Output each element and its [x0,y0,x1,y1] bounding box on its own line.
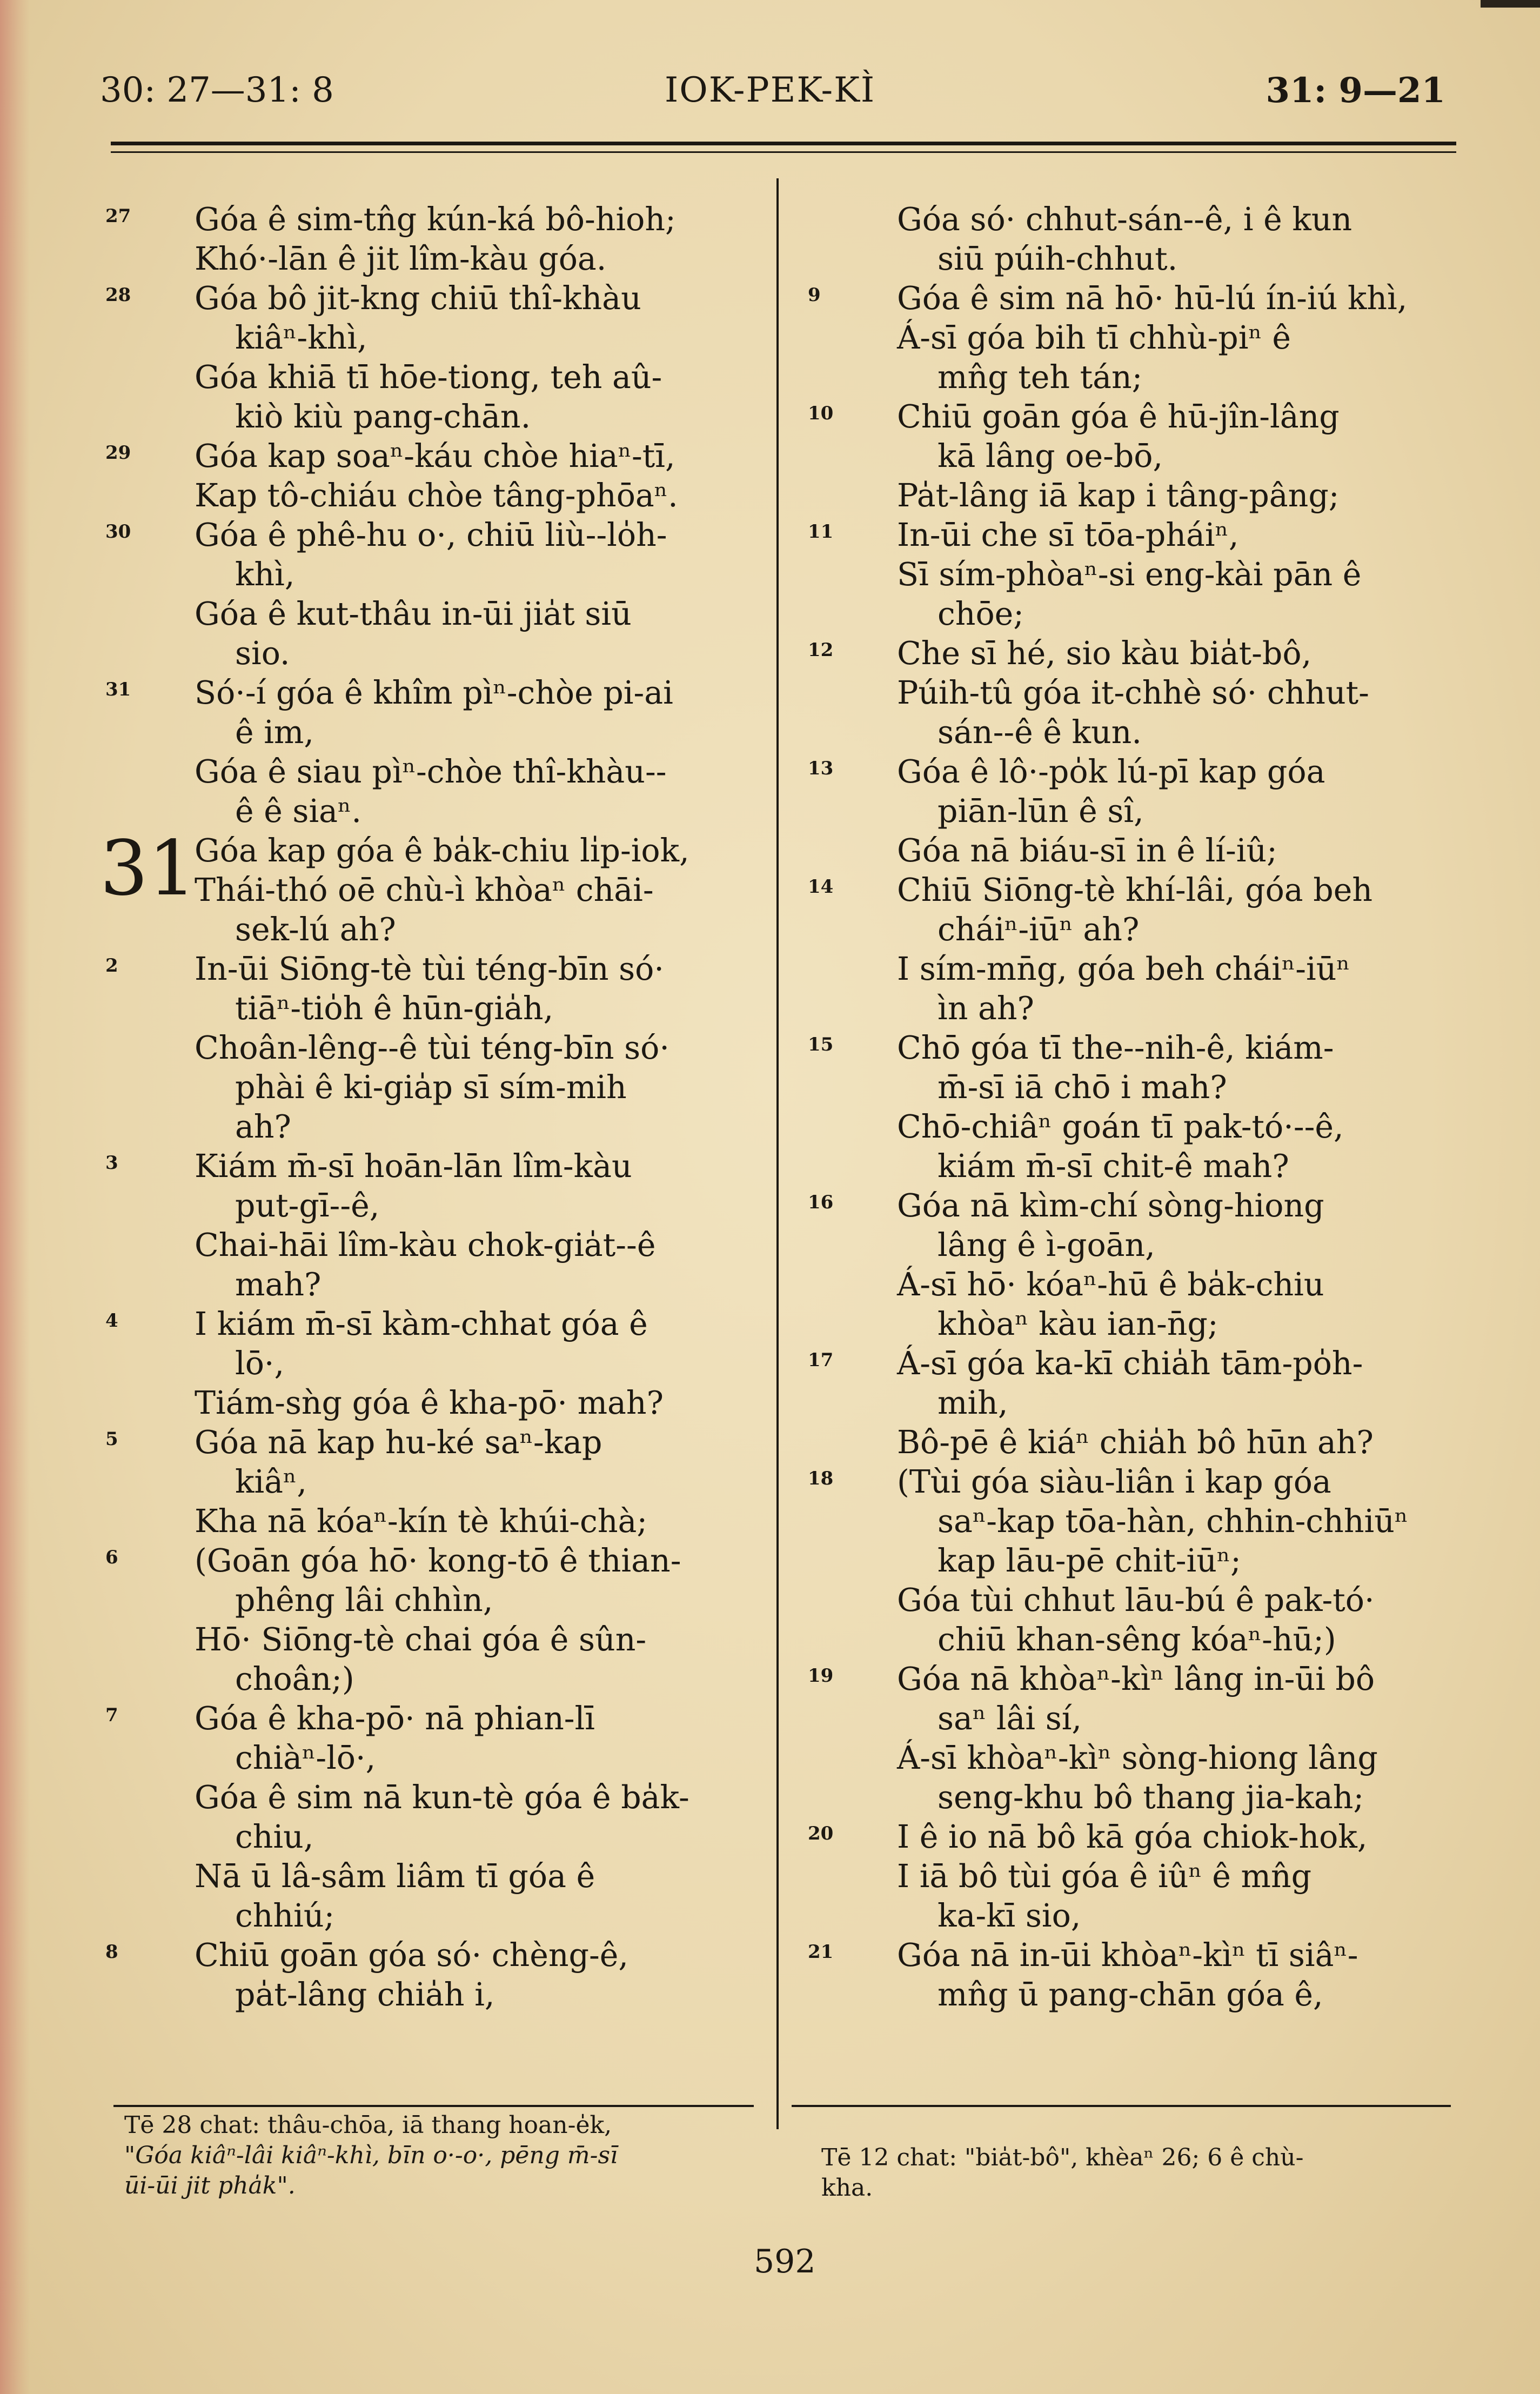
verse-number: 16 [808,1192,834,1213]
verse-text: Góa nā kìm-chí sòng-hiong [897,1187,1324,1224]
verse-text: ìn ah? [938,990,1034,1027]
verse-line [105,1186,762,1226]
verse-line [105,1107,762,1147]
header-rule-thick [111,142,1456,145]
verse-line [808,437,1464,476]
verse-line [105,594,762,634]
verse-text: Chō góa tī the--nih-ê, kiám- [897,1029,1334,1066]
verse-text: piān-lūn ê sî, [938,793,1144,830]
verse-line [105,1068,762,1107]
verse-line [105,1936,762,1975]
verse-line [105,1502,762,1541]
verse-line [808,989,1464,1028]
verse-line [808,239,1464,279]
verse-number: 11 [808,521,834,543]
verse-line [105,397,762,437]
page-edge-stain [0,0,30,2394]
verse-text: Choân-lêng--ê tùi téng-bīn só· [195,1029,669,1066]
verse-text: kiâⁿ-khì, [235,319,367,356]
verse-line [808,1817,1464,1857]
verse-text: ah? [235,1108,291,1145]
verse-line [105,1462,762,1502]
verse-text: (Goān góa hō· kong-tō ê thian- [195,1542,681,1579]
verse-line [808,1107,1464,1147]
verse-line [808,1896,1464,1936]
verse-line [808,318,1464,358]
verse-line [105,949,762,989]
verse-number: 2 [105,955,118,977]
verse-line [808,713,1464,752]
verse-line [808,1186,1464,1226]
verse-text: Nā ū lâ-sâm liâm tī góa ê [195,1858,595,1895]
verse-text: seng-khu bô thang jia-kah; [938,1779,1364,1816]
verse-text: chhiú; [235,1897,335,1934]
verse-text: kiám m̄-sī chit-ê mah? [938,1148,1289,1185]
verse-text: Á-sī hō· kóaⁿ-hū ê ba̍k-chiu [897,1266,1324,1303]
verse-number: 6 [105,1547,118,1568]
verse-line [808,1226,1464,1265]
verse-line [105,1738,762,1778]
verse-line [808,476,1464,516]
verse-line [105,910,762,949]
verse-line [808,1738,1464,1778]
verse-text: Chai-hāi lîm-kàu chok-gia̍t--ê [195,1227,656,1263]
verse-line [808,594,1464,634]
verse-line [105,1344,762,1383]
verse-text: mih, [938,1385,1008,1421]
verse-text: phài ê ki-gia̍p sī sím-mih [235,1069,627,1106]
verse-text: Góa bô jit-kng chiū thî-khàu [195,280,641,317]
verse-line [808,1462,1464,1502]
verse-text: Kiám m̄-sī hoān-lān lîm-kàu [195,1148,632,1185]
verse-line [105,989,762,1028]
verse-text: chiu, [235,1818,314,1855]
verse-line [105,1383,762,1423]
verse-text: cháiⁿ-iūⁿ ah? [938,911,1140,948]
verse-line [105,1265,762,1305]
verse-number: 31 [105,679,131,700]
footnote-left [124,2110,762,2201]
verse-line [808,949,1464,989]
verse-line [808,1068,1464,1107]
verse-line [808,871,1464,910]
verse-line [105,1581,762,1620]
verse-line [105,516,762,555]
verse-text: Bô-pē ê kiáⁿ chia̍h bô hūn ah? [897,1424,1374,1461]
corner-mark [1481,0,1540,8]
verse-number: 10 [808,403,834,424]
verse-line [105,1620,762,1660]
verse-text: Kha nā kóaⁿ-kín tè khúi-chà; [195,1503,648,1540]
verse-line [105,673,762,713]
verse-line [105,1699,762,1738]
verse-text: In-ūi che sī tōa-pháiⁿ, [897,517,1239,553]
verse-number: 15 [808,1034,834,1055]
verse-text: I kiám m̄-sī kàm-chhat góa ê [195,1306,648,1342]
verse-number: 21 [808,1941,834,1963]
verse-line [808,1423,1464,1462]
verse-text: Púih-tû góa it-chhè só· chhut- [897,674,1369,711]
verse-text: Sī sím-phòaⁿ-si eng-kài pān ê [897,556,1362,593]
verse-text: chōe; [938,596,1024,632]
verse-line [808,1699,1464,1738]
page-number: 592 [754,2243,816,2281]
verse-text: Góa khiā tī hōe-tiong, teh aû- [195,359,662,396]
verse-text: khòaⁿ kàu ian-n̄g; [938,1306,1218,1342]
verse-text: Góa tùi chhut lāu-bú ê pak-tó· [897,1582,1375,1619]
verse-line [808,1660,1464,1699]
verse-line [105,437,762,476]
verse-line [105,1423,762,1462]
verse-text: Góa ê kha-pō· nā phian-lī [195,1700,595,1737]
verse-text: ka-kī sio, [938,1897,1081,1934]
verse-line [105,476,762,516]
chapter-number: 31 [100,825,197,913]
verse-text: choân;) [235,1661,354,1697]
verse-text: mah? [235,1266,322,1303]
verse-line [808,1581,1464,1620]
verse-number: 12 [808,639,834,661]
left-text-column [100,200,762,2015]
verse-text: Góa kap soaⁿ-káu chòe hiaⁿ-tī, [195,438,675,474]
verse-text: tiāⁿ-tio̍h ê hūn-gia̍h, [235,990,554,1027]
verse-text: Tiám-sǹg góa ê kha-pō· mah? [195,1385,664,1421]
verse-line [808,1305,1464,1344]
verse-text: I iā bô tùi góa ê iûⁿ ê mn̂g [897,1858,1312,1895]
verse-line [808,358,1464,397]
header-rule-thin [111,151,1456,153]
verse-line [105,200,762,239]
verse-text: Só·-í góa ê khîm pìⁿ-chòe pi-ai [195,674,673,711]
verse-text: kā lâng oe-bō, [938,438,1163,474]
verse-line [808,200,1464,239]
verse-text: Góa nā biáu-sī in ê lí-iû; [897,832,1277,869]
verse-text: chiàⁿ-lō·, [235,1740,376,1776]
verse-line [105,1817,762,1857]
header-book-title: IOK-PEK-KÌ [665,70,876,110]
footnote-right-line: kha. [821,2174,873,2202]
verse-text: Góa nā khòaⁿ-kìⁿ lâng in-ūi bô [897,1661,1375,1697]
verse-text: In-ūi Siōng-tè tùi téng-bīn só· [195,951,664,987]
verse-line [808,1620,1464,1660]
footnote-left-line: ūi-ūi jit pha̍k". [124,2172,296,2199]
header-right-reference: 31: 9—21 [1266,70,1445,111]
verse-line [808,1778,1464,1817]
verse-line [808,1857,1464,1896]
verse-text: mn̂g teh tán; [938,359,1143,396]
right-text-column [808,200,1464,2015]
verse-line [105,1226,762,1265]
verse-text: Góa só· chhut-sán--ê, i ê kun [897,201,1352,238]
verse-text: put-gī--ê, [235,1187,380,1224]
verse-line [105,1896,762,1936]
verse-line [808,516,1464,555]
verse-text: saⁿ lâi sí, [938,1700,1082,1737]
verse-text: lō·, [235,1345,285,1382]
verse-line [808,752,1464,792]
footnote-left-line: "Góa kiâⁿ-lâi kiâⁿ-khì, bīn o·-o·, pēng m̄-sī [124,2142,618,2169]
verse-line [808,792,1464,831]
verse-line [105,318,762,358]
verse-line [105,1147,762,1186]
verse-text: sán--ê ê kun. [938,714,1142,751]
verse-line [105,752,762,792]
verse-line [105,1660,762,1699]
footnote-left-line: Tē 28 chat: thâu-chōa, iā thang hoan-e̍k, [124,2111,612,2139]
footnote-rule-right [792,2105,1451,2107]
verse-text: Chō-chiâⁿ goán tī pak-tó·--ê, [897,1108,1344,1145]
footnote-right-line: Tē 12 chat: "bia̍t-bô", khèaⁿ 26; 6 ê chù- [821,2144,1304,2171]
verse-text: kiò kiù pang-chān. [235,398,531,435]
verse-line [808,1265,1464,1305]
verse-line [808,1541,1464,1581]
verse-text: Góa kap góa ê ba̍k-chiu li̍p-iok, [195,832,689,869]
verse-number: 28 [105,284,131,306]
verse-number: 19 [808,1665,834,1687]
verse-text: (Tùi góa siàu-liân i kap góa [897,1463,1331,1500]
verse-line [808,397,1464,437]
verse-line [808,1383,1464,1423]
verse-line [105,358,762,397]
verse-line [105,1541,762,1581]
verse-text: Góa ê sim nā kun-tè góa ê ba̍k- [195,1779,689,1816]
verse-number: 17 [808,1349,834,1371]
verse-line [808,555,1464,594]
verse-text: pa̍t-lâng chia̍h i, [235,1976,495,2013]
column-divider [776,178,779,2129]
verse-line [105,1028,762,1068]
verse-line [105,634,762,673]
verse-line [105,239,762,279]
verse-line [808,1028,1464,1068]
verse-number: 14 [808,876,834,898]
verse-text: Pa̍t-lâng iā kap i tâng-pâng; [897,477,1340,514]
verse-number: 4 [105,1310,118,1332]
verse-number: 7 [105,1704,118,1726]
verse-text: sek-lú ah? [235,911,396,948]
verse-text: Kap tô-chiáu chòe tâng-phōaⁿ. [195,477,678,514]
verse-text: Á-sī góa bih tī chhù-piⁿ ê [897,319,1291,356]
header-left-reference: 30: 27—31: 8 [100,70,334,110]
verse-text: sio. [235,635,290,672]
verse-text: Khó·-lān ê jit lîm-kàu góa. [195,240,607,277]
verse-number: 30 [105,521,131,543]
verse-text: Góa ê lô·-po̍k lú-pī kap góa [897,753,1325,790]
verse-text: Góa ê kut-thâu in-ūi jia̍t siū [195,596,632,632]
verse-text: ê im, [235,714,314,751]
verse-text: I sím-mn̄g, góa beh cháiⁿ-iūⁿ [897,951,1350,987]
verse-line [808,1147,1464,1186]
verse-line [808,910,1464,949]
verse-number: 9 [808,284,821,306]
verse-number: 13 [808,758,834,779]
verse-line [808,1502,1464,1541]
verse-number: 8 [105,1941,118,1963]
verse-number: 27 [105,205,131,227]
verse-text: phêng lâi chhìn, [235,1582,493,1619]
verse-number: 20 [808,1823,834,1844]
verse-text: Chiū goān góa ê hū-jîn-lâng [897,398,1340,435]
verse-line [808,673,1464,713]
verse-text: Góa ê sim nā hō· hū-lú ín-iú khì, [897,280,1408,317]
verse-text: Á-sī khòaⁿ-kìⁿ sòng-hiong lâng [897,1740,1378,1776]
verse-line [808,831,1464,871]
verse-line [105,871,762,910]
verse-text: Thái-thó oē chù-ì khòaⁿ chāi- [195,872,654,908]
verse-text: I ê io nā bô kā góa chiok-hok, [897,1818,1368,1855]
verse-line [105,1975,762,2015]
verse-line [808,279,1464,318]
verse-text: Che sī hé, sio kàu bia̍t-bô, [897,635,1312,672]
footnote-rule-left [113,2105,754,2107]
verse-text: Chiū Siōng-tè khí-lâi, góa beh [897,872,1373,908]
verse-text: Góa ê sim-tn̂g kún-ká bô-hioh; [195,201,676,238]
verse-line [808,634,1464,673]
verse-text: khì, [235,556,295,593]
verse-text: saⁿ-kap tōa-hàn, chhin-chhiūⁿ [938,1503,1409,1540]
verse-text: Chiū goān góa só· chèng-ê, [195,1937,628,1974]
verse-text: Góa ê siau pìⁿ-chòe thî-khàu-- [195,753,667,790]
footnote-right [821,2143,1470,2203]
running-header [0,59,1540,124]
verse-text: siū púih-chhut. [938,240,1178,277]
verse-line [808,1975,1464,2015]
verse-text: Góa nā in-ūi khòaⁿ-kìⁿ tī siâⁿ- [897,1937,1358,1974]
verse-text: chiū khan-sêng kóaⁿ-hū;) [938,1621,1336,1658]
verse-text: Hō· Siōng-tè chai góa ê sûn- [195,1621,647,1658]
verse-line [105,1305,762,1344]
verse-number: 29 [105,442,131,464]
verse-text: Góa ê phê-hu o·, chiū liù--lo̍h- [195,517,667,553]
verse-text: mn̂g ū pang-chān góa ê, [938,1976,1323,2013]
verse-text: lâng ê ì-goān, [938,1227,1155,1263]
verse-line [105,713,762,752]
verse-line [808,1936,1464,1975]
verse-text: m̄-sī iā chō i mah? [938,1069,1227,1106]
verse-text: kap lāu-pē chit-iūⁿ; [938,1542,1241,1579]
verse-text: Á-sī góa ka-kī chia̍h tām-po̍h- [897,1345,1363,1382]
verse-line [808,1344,1464,1383]
verse-line [105,555,762,594]
verse-number: 18 [808,1468,834,1489]
verse-line [105,1857,762,1896]
verse-line [105,1778,762,1817]
verse-text: ê ê siaⁿ. [235,793,361,830]
verse-number: 3 [105,1152,118,1174]
verse-text: Góa nā kap hu-ké saⁿ-kap [195,1424,602,1461]
verse-line [105,792,762,831]
verse-text: kiâⁿ, [235,1463,307,1500]
verse-line [105,279,762,318]
verse-number: 5 [105,1428,118,1450]
